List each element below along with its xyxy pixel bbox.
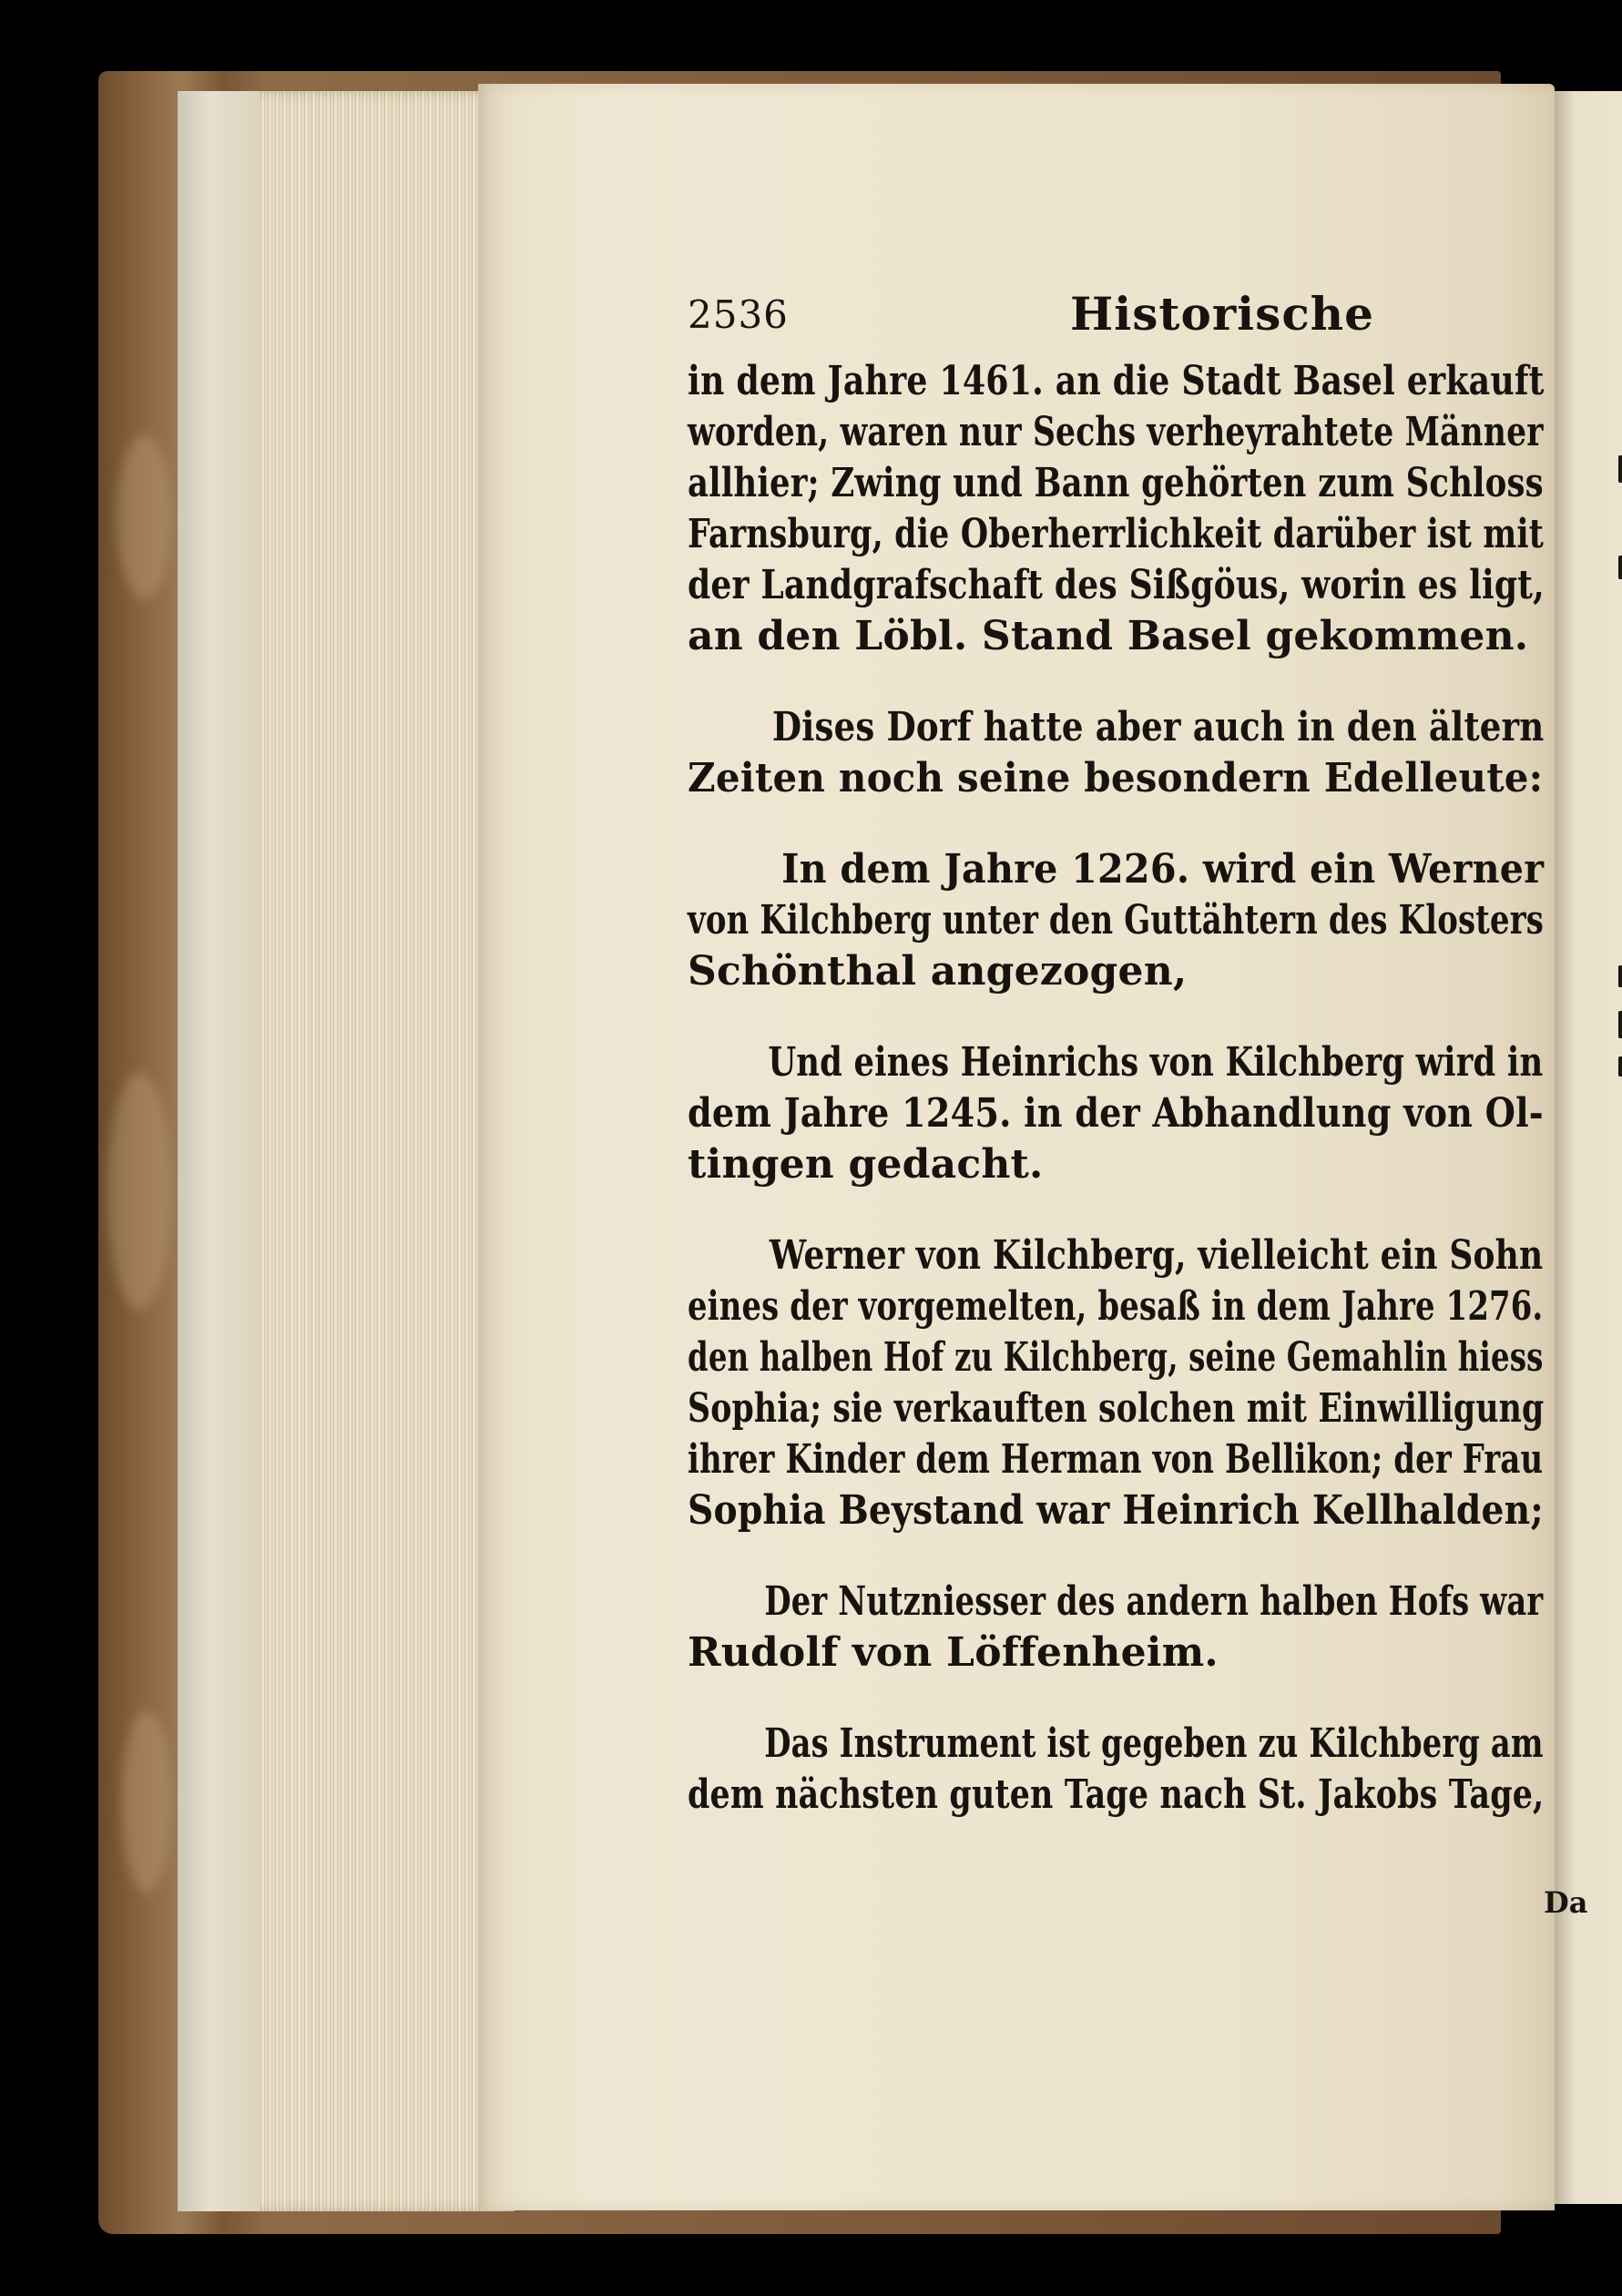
- page-edges-outer: [178, 91, 260, 2211]
- text-line: Dises Dorf hatte aber auch in den ältern: [771, 704, 1545, 750]
- page-header: [688, 287, 1562, 351]
- text-line: den halben Hof zu Kilchberg, seine Gemahlin hiess: [688, 1334, 1544, 1381]
- text-line: Werner von Kilchberg, vielleicht ein Sohn: [769, 1232, 1544, 1279]
- text-line: In dem Jahre 1226. wird ein Werner: [781, 846, 1545, 893]
- text-line: Sophia Beystand war Heinrich Kellhalden;: [688, 1487, 1544, 1534]
- running-head: Historische: [1070, 287, 1374, 341]
- text-line: ihrer Kinder dem Herman von Bellikon; der Frau: [688, 1436, 1544, 1483]
- paragraph-2: [688, 702, 1562, 804]
- text-line: eines der vorgemelten, besaß in dem Jahre 1276.: [688, 1283, 1544, 1330]
- text-line: dem nächsten guten Tage nach St. Jakobs Tage,: [688, 1771, 1545, 1818]
- paragraph-4: [688, 1037, 1562, 1190]
- text-line: Sophia; sie verkauften solchen mit Einwilligung: [688, 1385, 1545, 1432]
- paragraph-3: [688, 844, 1562, 997]
- text-line: Und eines Heinrichs von Kilchberg wird in: [768, 1039, 1544, 1086]
- text-line: allhier; Zwing und Bann gehörten zum Schloss: [688, 460, 1544, 506]
- paragraph-6: [688, 1577, 1562, 1679]
- text-line: Rudolf von Löffenheim.: [688, 1629, 1219, 1676]
- text-line: Schönthal angezogen,: [688, 948, 1188, 995]
- page-number: 2536: [688, 292, 789, 337]
- paragraph-5: [688, 1230, 1562, 1536]
- text-line: von Kilchberg unter den Guttähtern des Klosters: [688, 897, 1544, 944]
- text-line: Das Instrument ist gegeben zu Kilchberg am: [764, 1720, 1544, 1767]
- catchword: Da: [1544, 1885, 1588, 1920]
- text-line: Farnsburg, die Oberherrlichkeit darüber ist mit: [688, 511, 1545, 557]
- paragraph-1: [688, 356, 1562, 662]
- text-line: Der Nutzniesser des andern halben Hofs war: [764, 1578, 1544, 1625]
- text-line: in dem Jahre 1461. an die Stadt Basel erkauft: [688, 358, 1545, 404]
- paragraph-7: [688, 1719, 1562, 1821]
- page-text: [688, 287, 1588, 1920]
- text-line: an den Löbl. Stand Basel gekommen.: [688, 613, 1529, 659]
- text-line: der Landgrafschaft des Sißgöus, worin es ligt,: [688, 562, 1545, 608]
- text-line: Zeiten noch seine besondern Edelleute:: [688, 755, 1544, 801]
- text-line: tingen gedacht.: [688, 1141, 1044, 1188]
- text-line: dem Jahre 1245. in der Abhandlung von Ol-: [688, 1090, 1544, 1137]
- text-line: worden, waren nur Sechs verheyrahtete Männer: [688, 409, 1544, 455]
